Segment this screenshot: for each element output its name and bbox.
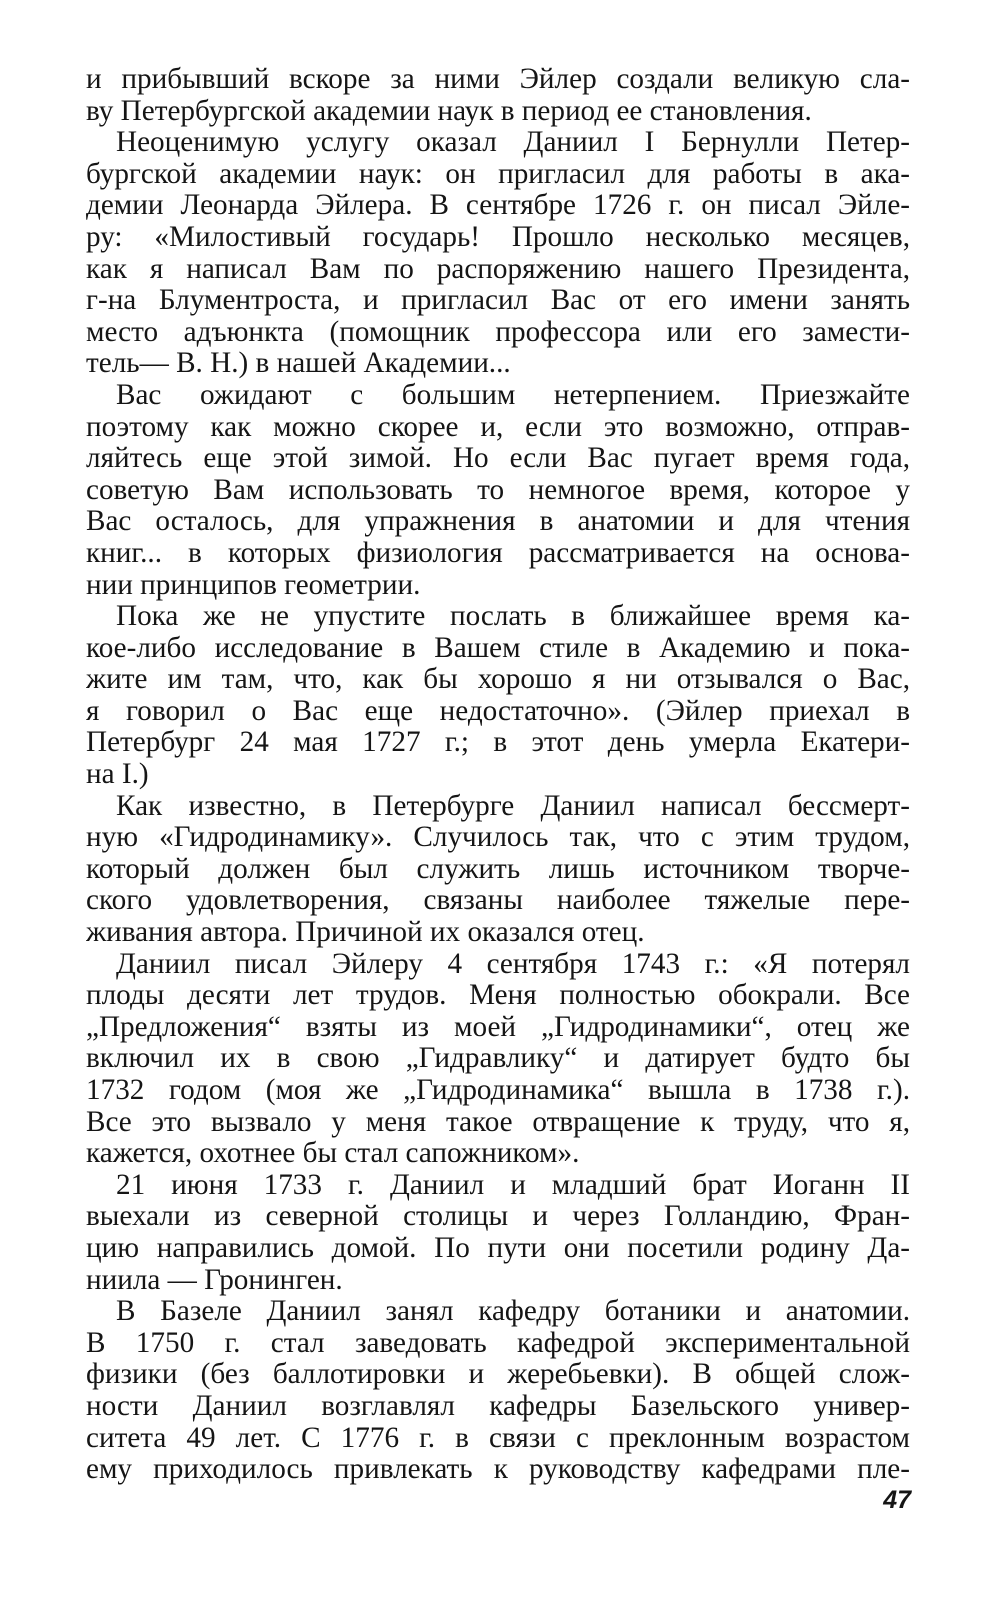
text-line: ского удовлетворения, связаны наиболее тяжелые пере- <box>86 885 910 917</box>
text-line: плоды десяти лет трудов. Меня полностью обокрали. Все <box>86 980 910 1012</box>
paragraph <box>86 1170 910 1296</box>
text-line: цию направились домой. По пути они посетили родину Да- <box>86 1232 910 1264</box>
paragraph <box>86 601 910 791</box>
text-line: советую Вам использовать то немногое время, которое у <box>86 474 910 506</box>
text-line: книг... в которых физиология рассматривается на основа- <box>86 537 910 569</box>
text-line: тель— В. Н.) в нашей Академии... <box>86 348 511 380</box>
paragraph <box>86 64 910 127</box>
paragraph <box>86 1296 910 1486</box>
text-line: и прибывший вскоре за ними Эйлер создали великую сла- <box>86 64 910 95</box>
text-line: ему приходилось привлекать к руководству кафедрами пле- <box>86 1454 910 1486</box>
text-line: Пока же не упустите послать в ближайшее время ка- <box>116 601 910 633</box>
text-line: ситета 49 лет. С 1776 г. в связи с преклонным возрастом <box>86 1422 910 1454</box>
paragraph <box>86 949 910 1170</box>
text-line: ру: «Милостивый государь! Прошло несколько месяцев, <box>86 221 910 253</box>
text-line: Даниил писал Эйлеру 4 сентября 1743 г.: «Я потерял <box>116 948 910 980</box>
text-line: г-на Блументроста, и пригласил Вас от его имени занять <box>86 285 910 317</box>
text-line: на I.) <box>86 759 149 791</box>
text-line: который должен был служить лишь источником творче- <box>86 853 910 885</box>
text-line: поэтому как можно скорее и, если это возможно, отправ- <box>86 411 910 443</box>
text-line: живания автора. Причиной их оказался отец. <box>86 917 645 949</box>
text-line: ву Петербургской академии наук в период ее становления. <box>86 95 812 127</box>
text-line: нии принципов геометрии. <box>86 569 421 601</box>
text-line: 21 июня 1733 г. Даниил и младший брат Иоганн II <box>116 1169 910 1201</box>
text-line: 1732 годом (моя же „Гидродинамика“ вышла в 1738 г.). <box>86 1075 910 1106</box>
text-line: Вас ожидают с большим нетерпением. Приезжайте <box>116 379 910 411</box>
paragraph <box>86 127 910 380</box>
text-line: ниила — Гронинген. <box>86 1264 343 1296</box>
paragraph <box>86 791 910 949</box>
text-line: В Базеле Даниил занял кафедру ботаники и анатомии. <box>116 1296 910 1328</box>
text-line: включил их в свою „Гидравлику“ и датирует будто бы <box>86 1043 910 1075</box>
text-line: бургской академии наук: он пригласил для работы в ака- <box>86 158 910 190</box>
text-line: физики (без баллотировки и жеребьевки). В общей слож- <box>86 1359 910 1391</box>
text-line: как я написал Вам по распоряжению нашего Президента, <box>86 253 910 285</box>
paragraph <box>86 380 910 601</box>
text-line: ляйтесь еще этой зимой. Но если Вас пугает время года, <box>86 443 910 475</box>
text-line: ности Даниил возглавлял кафедры Базельского универ- <box>86 1390 910 1422</box>
text-line: я говорил о Вас еще недостаточно». (Эйлер приехал в <box>86 695 910 727</box>
text-line: Неоценимую услугу оказал Даниил I Бернулли Петер- <box>116 127 910 159</box>
page-number: 47 <box>883 1486 911 1514</box>
text-line: „Предложения“ взяты из моей „Гидродинамики“, отец же <box>86 1011 910 1043</box>
text-line: В 1750 г. стал заведовать кафедрой экспериментальной <box>86 1327 910 1359</box>
text-line: жите им там, что, как бы хорошо я ни отзывался о Вас, <box>86 664 910 696</box>
text-line: кое-либо исследование в Вашем стиле в Академию и пока- <box>86 632 910 664</box>
text-line: ную «Гидродинамику». Случилось так, что с этим трудом, <box>86 822 910 854</box>
text-line: Вас осталось, для упражнения в анатомии и для чтения <box>86 506 910 538</box>
text-line: Все это вызвало у меня такое отвращение к труду, что я, <box>86 1106 910 1138</box>
text-line: кажется, охотнее бы стал сапожником». <box>86 1138 580 1170</box>
text-line: демии Леонарда Эйлера. В сентябре 1726 г. он писал Эйле- <box>86 190 910 222</box>
text-line: место адъюнкта (помощник профессора или его замести- <box>86 316 910 348</box>
page-text <box>86 64 910 1486</box>
text-line: Петербург 24 мая 1727 г.; в этот день умерла Екатери- <box>86 727 910 759</box>
text-line: Как известно, в Петербурге Даниил написал бессмерт- <box>116 790 910 822</box>
text-line: выехали из северной столицы и через Голландию, Фран- <box>86 1201 910 1233</box>
